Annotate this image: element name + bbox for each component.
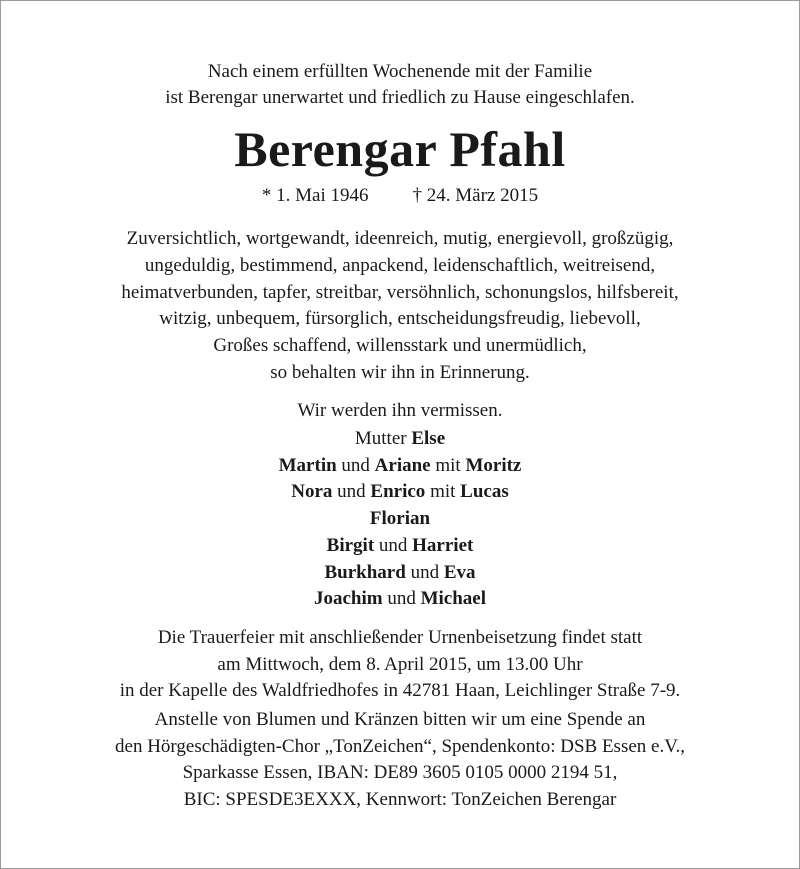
connector-text: und: [387, 588, 416, 610]
service-line: in der Kapelle des Waldfriedhofes in 42781 Haan, Leichlinger Straße 7-9.: [119, 680, 681, 701]
mourner-name: Else: [411, 428, 446, 449]
character-description: [1, 226, 799, 387]
mourner-name: Nora: [291, 481, 333, 503]
mourner-name: Harriet: [412, 534, 474, 556]
connector-text: mit: [435, 454, 461, 476]
description-line: so behalten wir ihn in Erinnerung.: [270, 361, 530, 383]
service-line: Die Trauerfeier mit anschließender Urnenbeisetzung findet statt: [157, 627, 643, 648]
mourner-name: Burkhard: [324, 561, 406, 583]
mourner-name: Michael: [420, 588, 487, 610]
mourner-line: [1, 586, 799, 613]
connector-text: Mutter: [354, 428, 407, 449]
life-dates: [1, 183, 799, 209]
funeral-service-info: [1, 625, 799, 705]
donation-line: BIC: SPESDE3EXXX, Kennwort: TonZeichen Berengar: [183, 788, 617, 810]
description-line: heimatverbunden, tapfer, streitbar, versöhnlich, schonungslos, hilfsbereit,: [121, 281, 679, 303]
mourner-name: Birgit: [326, 534, 375, 556]
mourner-line: [1, 560, 799, 587]
donation-request: [1, 707, 799, 813]
description-line: witzig, unbequem, fürsorglich, entscheidungsfreudig, liebevoll,: [159, 308, 641, 330]
deceased-name: Berengar Pfahl: [234, 121, 566, 177]
mourner-line: [1, 426, 799, 453]
death-date: † 24. März 2015: [412, 185, 539, 206]
mourner-name: Enrico: [370, 481, 426, 503]
mourner-name: Martin: [278, 454, 337, 476]
mourner-line: [1, 453, 799, 480]
description-line: ungeduldig, bestimmend, anpackend, leidenschaftlich, weitreisend,: [144, 254, 656, 276]
donation-line: Sparkasse Essen, IBAN: DE89 3605 0105 0000 2194 51,: [182, 762, 618, 783]
description-line: Zuversichtlich, wortgewandt, ideenreich, mutig, energievoll, großzügig,: [126, 228, 674, 249]
intro-line: Nach einem erfüllten Wochenende mit der Familie: [207, 61, 593, 82]
mourner-name: Lucas: [460, 481, 509, 503]
donation-line: Anstelle von Blumen und Kränzen bitten wir um eine Spende an: [154, 709, 646, 730]
service-line: am Mittwoch, dem 8. April 2015, um 13.00 Uhr: [217, 653, 583, 675]
birth-date: * 1. Mai 1946: [261, 185, 369, 206]
mourner-name: Florian: [369, 508, 431, 530]
connector-text: und: [410, 561, 440, 583]
mourner-name: Ariane: [374, 454, 431, 476]
connector-text: mit: [430, 481, 456, 503]
intro-text: [1, 59, 799, 111]
mourners-list: [1, 426, 799, 613]
miss-statement: Wir werden ihn vermissen.: [297, 400, 503, 421]
description-line: Großes schaffend, willensstark und unermüdlich,: [213, 335, 587, 357]
donation-line: den Hörgeschädigten-Chor „TonZeichen“, Spendenkonto: DSB Essen e.V.,: [115, 735, 685, 757]
mourner-line: [1, 479, 799, 506]
connector-text: und: [378, 534, 408, 556]
connector-text: und: [341, 454, 370, 476]
mourner-name: Moritz: [465, 454, 522, 476]
mourner-line: [1, 506, 799, 533]
mourner-line: [1, 533, 799, 560]
mourner-name: Eva: [443, 561, 476, 583]
mourner-name: Joachim: [313, 588, 383, 610]
connector-text: und: [337, 481, 366, 503]
intro-line: ist Berengar unerwartet und friedlich zu Hause eingeschlafen.: [165, 87, 635, 108]
